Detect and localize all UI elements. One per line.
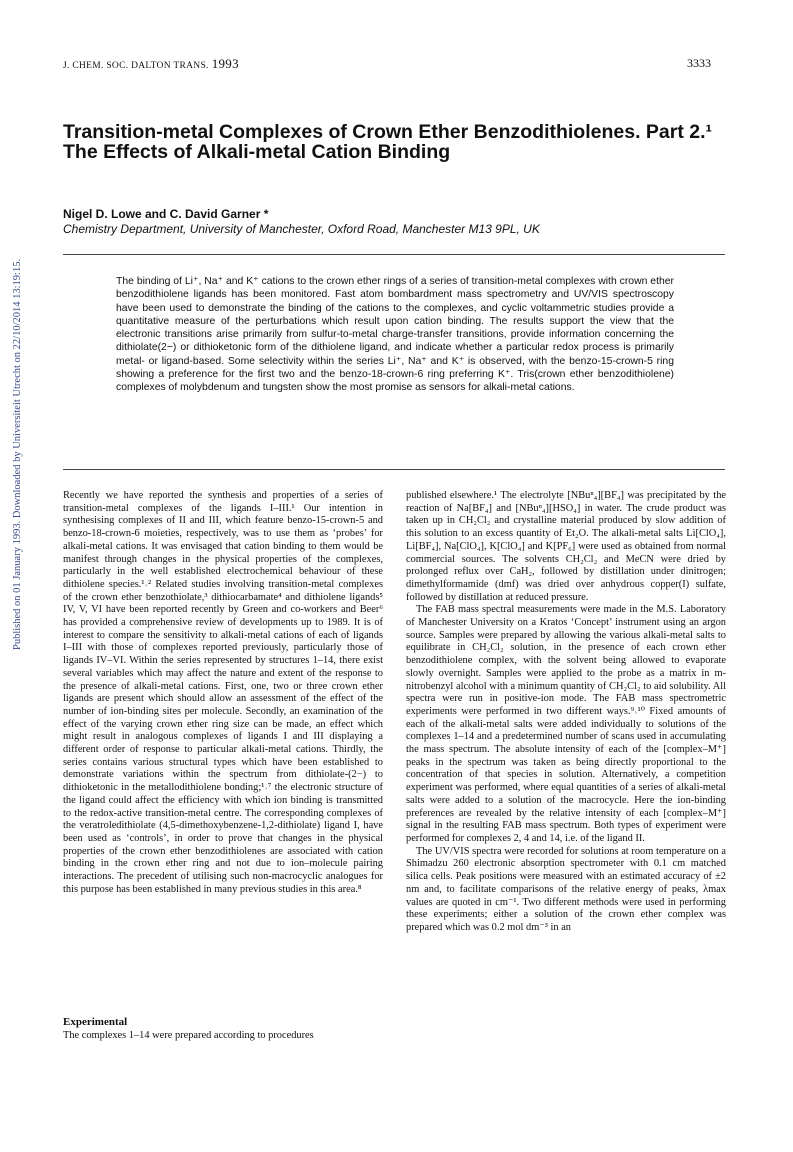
left-column xyxy=(63,490,383,897)
author-list: Nigel D. Lowe and C. David Garner * xyxy=(63,207,269,221)
section-heading-experimental: Experimental xyxy=(63,1016,128,1028)
experimental-paragraph: The complexes 1–14 were prepared according to procedures xyxy=(63,1030,314,1041)
published-note: Published on 01 January 1993. Downloaded by Universiteit Utrecht on 22/10/2014 13:19:15. xyxy=(12,258,23,650)
right-column xyxy=(406,490,726,935)
running-header xyxy=(63,56,711,72)
download-sidebar xyxy=(4,180,23,650)
article-title: Transition-metal Complexes of Crown Ether Benzodithiolenes. Part 2.¹ The Effects of Alkali-metal Cation Binding xyxy=(63,121,713,163)
intro-paragraph: Recently we have reported the synthesis and properties of a series of transition-metal complexes of the ligands I–III.¹ Our intention in synthesising complexes of II and III, which feature benzo-15-crown-5 and benzo-18-crown-6 moieties, respectively, was to use them as ‘probes’ for alkali-metal cations. It was envisaged that cation binding to them would be manifest through changes in the physical properties of the complexes, particularly in the well established electrochemical behaviour of these dithiolene species.¹˒² Related studies involving transition-metal complexes of the crown ether benzothiolate,³ dithiocarbamate⁴ and dithiolene ligands⁵ IV, V, VI have been reported recently by Green and co-workers and Beer⁶ has provided a comprehensive review of developments up to 1989. It is of interest to compare the sensitivity to alkali-metal cations of each of ligands I–III with those of complexes reported previously, particularly those of ligands IV–VI. Within the series represented by structures 1–14, there exist several variables which may affect the nature and extent of the response to the presence of alkali-metal cations. First, one, two or three crown ether ligands are present which should allow an assessment of the effect of the number of ion-binding sites per molecule. Secondly, an examination of the effect of the varying crown ether ring size can be made, an effect which might result in analogous complexes of ligands I and III displaying a different order of response to particular alkali-metal cations. Thirdly, the series contains various structural types which have been established to demonstrate variations within the spectrum from dithiolate-(2−) to dithioketonic in the metallodithiolene bonding;¹˒⁷ the electronic structure of the ligand could affect the efficiency with which ion binding is transmitted to the redox-active transition-metal centre. The corresponding complexes of the veratroledithiolate (4,5-dimethoxybenzene-1,2-dithiolate) ligand I, have been used as ‘controls’, in order to prove that changes in the physical properties of the crown ether benzodithiolenes are associated with cation binding in the crown ether ring and not due to ion–molecule pairing interactions. The precedent of utilising such non-macrocyclic analogues for this purpose has been established in many previous studies in this area.⁸ xyxy=(63,490,383,895)
page-number: 3333 xyxy=(687,56,711,70)
author-affiliation: Chemistry Department, University of Manchester, Oxford Road, Manchester M13 9PL, UK xyxy=(63,222,540,236)
abstract-top-rule xyxy=(63,254,725,255)
body-paragraph: The FAB mass spectral measurements were made in the M.S. Laboratory of Manchester University on a Kratos ‘Concept’ instrument using an argon source. Samples were prepared by allowing the various alkali-metal salts to equilibrate in CH₂Cl₂ solution, in the presence of each crown ether benzodithiolene complex, with the solvent being allowed to evaporate slowly overnight. Samples were applied to the probe as a matrix in m-nitrobenzyl alcohol with a minimum quantity of CH₂Cl₂ to aid solubility. All spectra were run in positive-ion mode. The FAB mass spectrometric experiments were performed in two different ways.⁹˒¹⁰ Fixed amounts of each of the alkali-metal salts were added individually to solutions of the complexes 1–14 and a predetermined number of scans used in accumulating the mass spectrum. The absolute intensity of each of the [complex–M⁺] peaks in the spectrum was taken as being directly proportional to the concentration of that species in solution. Alternatively, a competition experiment was performed, where equal quantities of a series of alkali-metal salts were added to a solution of the macrocycle. Here the ion-binding preferences are revealed by the relative intensity of each [complex–M⁺] signal in the resulting FAB mass spectrum. Both types of experiment were performed for complexes 2, 4 and 14, i.e. of the ligand II. xyxy=(406,604,726,844)
body-paragraph: published elsewhere.¹ The electrolyte [NBuⁿ₄][BF₄] was precipitated by the reaction of Na[BF₄] and [NBuⁿ₄][HSO₄] in water. The crude product was taken up in CH₂Cl₂ and crystalline material produced by slow addition of this solution to an excess quantity of Et₂O. The alkali-metal salts Li[ClO₄], Li[BF₄], Na[ClO₄], K[ClO₄] and K[PF₆] were used as obtained from normal commercial sources. The solvents CH₂Cl₂ and MeCN were dried by prolonged reflux over CaH₂, followed by distillation under dinitrogen; dimethylformamide (dmf) was dried over anhydrous copper(I) sulfate, followed by distillation at reduced pressure. xyxy=(406,490,726,603)
journal-abbrev: J. CHEM. SOC. DALTON TRANS. xyxy=(63,61,209,71)
abstract-bottom-rule xyxy=(63,469,725,470)
journal-name xyxy=(63,56,239,72)
journal-year: 1993 xyxy=(211,56,239,71)
abstract: The binding of Li⁺, Na⁺ and K⁺ cations to the crown ether rings of a series of transition-metal complexes with crown ether benzodithiolene ligands has been monitored. Fast atom bombardment mass spectrometry and UV/VIS spectroscopy have been used to demonstrate the binding of the cations to the complexes, and cyclic voltammetric studies provide a quantitative measure of the perturbations which result upon cation binding. The results support the view that the electronic transitions arise primarily from sulfur-to-metal charge-transfer transitions, provide information concerning the dithiolate(2−) or dithioketonic form of the dithiolene ligand, and indicate whether a particular redox process is primarily metal- or ligand-based. Some selectivity within the series Li⁺, Na⁺ and K⁺ is observed, with the benzo-15-crown-5 ring showing a preference for the first two and the benzo-18-crown-6 ring preferring K⁺. Tris(crown ether benzodithiolene) complexes of molybdenum and tungsten show the most promise as sensors for alkali-metal cations. xyxy=(116,276,674,394)
body-paragraph: The UV/VIS spectra were recorded for solutions at room temperature on a Shimadzu 260 electronic absorption spectrometer with 0.1 cm matched silica cells. Peak positions were measured with an estimated accuracy of ±2 nm and, to facilitate comparisons of the relative energy of peaks, λmax values are quoted in cm⁻¹. Two different methods were used in performing these experiments; either a solution of the crown ether complex was prepared which was 0.2 mol dm⁻³ in an xyxy=(406,845,726,933)
